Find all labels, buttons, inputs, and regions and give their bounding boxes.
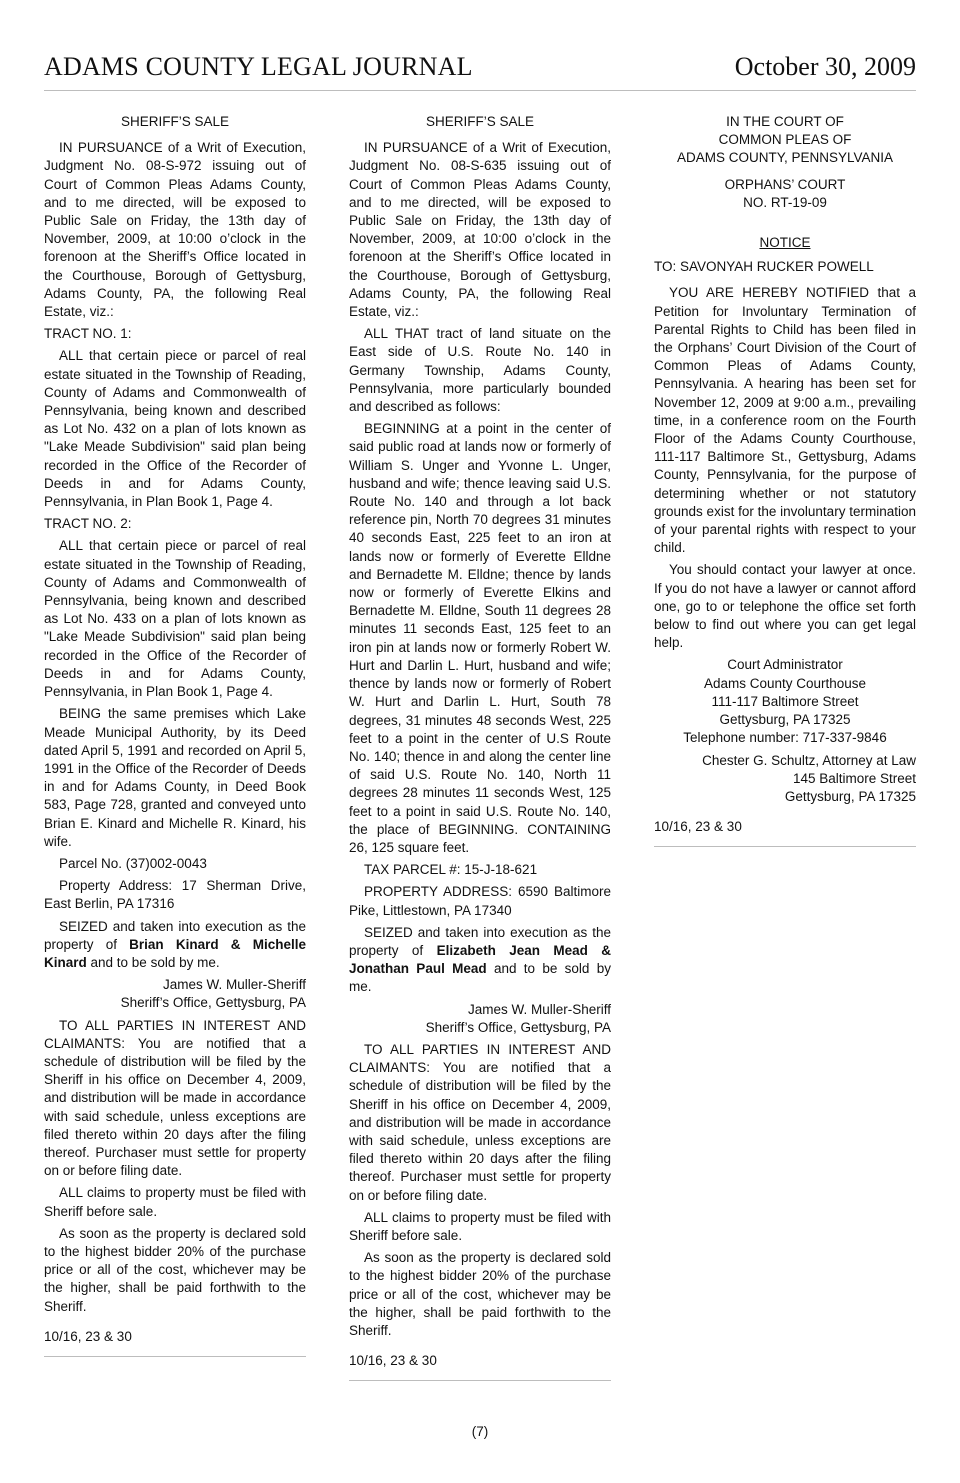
notice-title-text: NOTICE xyxy=(759,235,811,251)
intro-paragraph: IN PURSUANCE of a Writ of Execution, Judgment No. 08-S-972 issuing out of Court of Common Pleas Adams County, and to me directed, will be exposed to Public Sale on Friday, the 13th day of November, 2009, at 10:00 o’clock in the forenoon at the Sheriff’s Office located in the Courthouse, Borough of Gettysburg, Adams County, PA, the following Real Estate, viz.: xyxy=(44,140,306,320)
sheriff-name: James W. Muller-Sheriff xyxy=(467,1001,611,1017)
court-name: COMMON PLEAS OF xyxy=(718,132,852,148)
sheriff-office: Sheriff’s Office, Gettysburg, PA xyxy=(120,995,306,1011)
tract-label: TRACT NO. 2: xyxy=(44,516,132,532)
beginning-paragraph: BEGINNING at a point in the center of said public road at lands now or formerly of William S. Unger and Yvonne L. Unger, husband and wife; thence leaving said U.S. Route No. 140 and through a lot back reference pin, North 70 degrees 31 minutes 40 seconds East, 225 feet to an iron at lands now or formerly of Everette Elldne and Bernadette M. Elldne; thence by lands now or formerly of Everette Elkins and Bernadette M. Elldne, South 11 degrees 28 minutes 11 seconds East, 125 feet to an iron pin at lands now or formerly Robert W. Hurt and Darlin L. Hurt, husband and wife; thence by lands now or formerly of Robert W. Hurt and Darlin L. Hurt, South 78 degrees, 31 minutes 48 seconds West, 225 feet to a point in the center of U.S Route No. 140; thence in and along the center line of said U.S. Route No. 140, North 11 degrees 28 minutes 11 seconds West, 125 feet to a point in said U.S. Route No. 140, the place of BEGINNING. CONTAINING 26, 125 square feet. xyxy=(349,421,611,855)
notice-heading: SHERIFF’S SALE xyxy=(120,114,230,129)
seized-text: and to be sold by me. xyxy=(349,961,611,995)
property-address: Property Address: 17 Sherman Drive, East Berlin, PA 17316 xyxy=(44,878,306,912)
notified-paragraph: YOU ARE HEREBY NOTIFIED that a Petition for Involuntary Termination of Parental Rights to Child has been filed in the Orphans’ Court Division of the Court of Common Pleas of Adams County, Pennsylvania. A hearing has been set for November 12, 2009 at 9:00 a.m., prevailing time, in a conference room on the Fourth Floor of the Adams County Courthouse, 111-117 Baltimore St., Gettysburg, Adams County, Pennsylvania, for the purpose of determining whether or not statutory grounds exist for the involuntary termination of your parental rights with respect to your child. xyxy=(654,285,916,556)
parties-paragraph: TO ALL PARTIES IN INTEREST AND CLAIMANTS: You are notified that a schedule of distribution will be filed by the Sheriff in his office on December 4, 2009, and distribution will be made in accordance with said schedule, unless exceptions are filed thereto within 20 days after the filing thereof. Purchaser must settle for property on or before filing date. xyxy=(349,1041,611,1203)
court-name: ADAMS COUNTY, PENNSYLVANIA xyxy=(676,150,894,166)
issue-date: October 30, 2009 xyxy=(734,52,916,81)
column-end-rule xyxy=(654,846,916,847)
claims-paragraph: ALL claims to property must be filed with Sheriff before sale. xyxy=(349,1209,611,1243)
attorney-line: Chester G. Schultz, Attorney at Law xyxy=(702,752,916,768)
seized-paragraph xyxy=(44,918,306,973)
column-end-rule xyxy=(349,1380,611,1381)
admin-address-line: 111-117 Baltimore Street xyxy=(711,693,859,709)
sheriff-name: James W. Muller-Sheriff xyxy=(162,977,306,993)
notice-heading: SHERIFF’S SALE xyxy=(425,114,535,129)
court-name: IN THE COURT OF xyxy=(726,114,844,129)
publication-dates: 10/16, 23 & 30 xyxy=(349,1353,437,1369)
seized-paragraph xyxy=(349,924,611,997)
publication-dates: 10/16, 23 & 30 xyxy=(44,1328,132,1344)
publication-dates: 10/16, 23 & 30 xyxy=(654,819,742,835)
seized-text: SEIZED and taken into execution as the property of xyxy=(349,924,611,958)
seized-text: SEIZED and taken into execution as the property of xyxy=(44,918,306,952)
attorney-line: Gettysburg, PA 17325 xyxy=(784,788,916,804)
addressee: TO: SAVONYAH RUCKER POWELL xyxy=(654,259,874,275)
contact-paragraph: You should contact your lawyer at once. If you do not have a lawyer or cannot afford one, go to or telephone the office set forth below to find out where you can get legal help. xyxy=(654,562,916,651)
column-orphans-court xyxy=(654,113,916,847)
column-end-rule xyxy=(44,1356,306,1357)
tract-description: ALL that certain piece or parcel of real estate situated in the Township of Reading, County of Adams and Commonwealth of Pennsylvania, being known and described as Lot No. 433 on a plan of lots known as "Lake Meade Subdivision" said plan being recorded in the Office of the Recorder of Deeds in and for Adams County, Pennsylvania, in Plan Book 1, Page 4. xyxy=(44,538,306,700)
property-address: PROPERTY ADDRESS: 6590 Baltimore Pike, Littlestown, PA 17340 xyxy=(349,884,611,918)
masthead xyxy=(44,50,916,91)
tax-parcel: TAX PARCEL #: 15-J-18-621 xyxy=(364,862,538,878)
tract-description: ALL that certain piece or parcel of real estate situated in the Township of Reading, County of Adams and Commonwealth of Pennsylvania, being known and described as Lot No. 432 on a plan of lots known as "Lake Meade Subdivision" said plan being recorded in the Office of the Recorder of Deeds in and for Adams County, Pennsylvania, in Plan Book 1, Page 4. xyxy=(44,348,306,510)
column-sheriff-sale-1 xyxy=(44,113,306,1357)
admin-telephone: Telephone number: 717-337-9846 xyxy=(683,730,887,746)
seized-owner: Brian Kinard & Michelle Kinard xyxy=(44,936,306,970)
page-number: (7) xyxy=(471,1424,489,1439)
admin-address-line: Adams County Courthouse xyxy=(703,675,867,691)
tract-label: TRACT NO. 1: xyxy=(44,326,132,342)
court-division: ORPHANS’ COURT xyxy=(724,176,846,192)
column-sheriff-sale-2 xyxy=(349,113,611,1381)
being-paragraph: BEING the same premises which Lake Meade Municipal Authority, by its Deed dated April 5, 1991 and recorded on April 5, 1991 in the Office of the Recorder of Deeds in and for Adams County, in Deed Book 583, Page 728, granted and conveyed unto Brian E. Kinard and Michelle R. Kinard, his wife. xyxy=(44,706,306,849)
sheriff-office: Sheriff’s Office, Gettysburg, PA xyxy=(425,1019,611,1035)
case-number: NO. RT-19-09 xyxy=(743,194,827,210)
admin-address-line: Court Administrator xyxy=(727,657,843,673)
declared-paragraph: As soon as the property is declared sold to the highest bidder 20% of the purchase price or all of the cost, whichever may be the higher, shall be paid forthwith to the Sheriff. xyxy=(44,1225,306,1314)
parcel-number: Parcel No. (37)002-0043 xyxy=(59,855,207,871)
seized-owner: Elizabeth Jean Mead & Jonathan Paul Mead xyxy=(349,942,611,977)
notice-title xyxy=(654,234,916,252)
admin-address-line: Gettysburg, PA 17325 xyxy=(719,712,851,728)
intro-paragraph: IN PURSUANCE of a Writ of Execution, Judgment No. 08-S-635 issuing out of Court of Common Pleas Adams County, and to me directed, will be exposed to Public Sale on Friday, the 13th day of November, 2009, at 10:00 o’clock in the forenoon at the Sheriff’s Office located in the Courthouse, Borough of Gettysburg, Adams County, PA, the following Real Estate, viz.: xyxy=(349,140,611,320)
seized-text: and to be sold by me. xyxy=(86,954,220,970)
attorney-line: 145 Baltimore Street xyxy=(792,770,916,786)
journal-title: ADAMS COUNTY LEGAL JOURNAL xyxy=(44,52,473,81)
parties-paragraph: TO ALL PARTIES IN INTEREST AND CLAIMANTS: You are notified that a schedule of distribution will be filed by the Sheriff in his office on December 4, 2009, and distribution will be made in accordance with said schedule, unless exceptions are filed thereto within 20 days after the filing thereof. Purchaser must settle for property on or before filing date. xyxy=(44,1017,306,1179)
claims-paragraph: ALL claims to property must be filed with Sheriff before sale. xyxy=(44,1185,306,1219)
tract-description: ALL THAT tract of land situate on the East side of U.S. Route No. 140 in Germany Township, Adams County, Pennsylvania, more particularly bounded and described as follows: xyxy=(349,326,611,415)
declared-paragraph: As soon as the property is declared sold to the highest bidder 20% of the purchase price or all of the cost, whichever may be the higher, shall be paid forthwith to the Sheriff. xyxy=(349,1250,611,1338)
